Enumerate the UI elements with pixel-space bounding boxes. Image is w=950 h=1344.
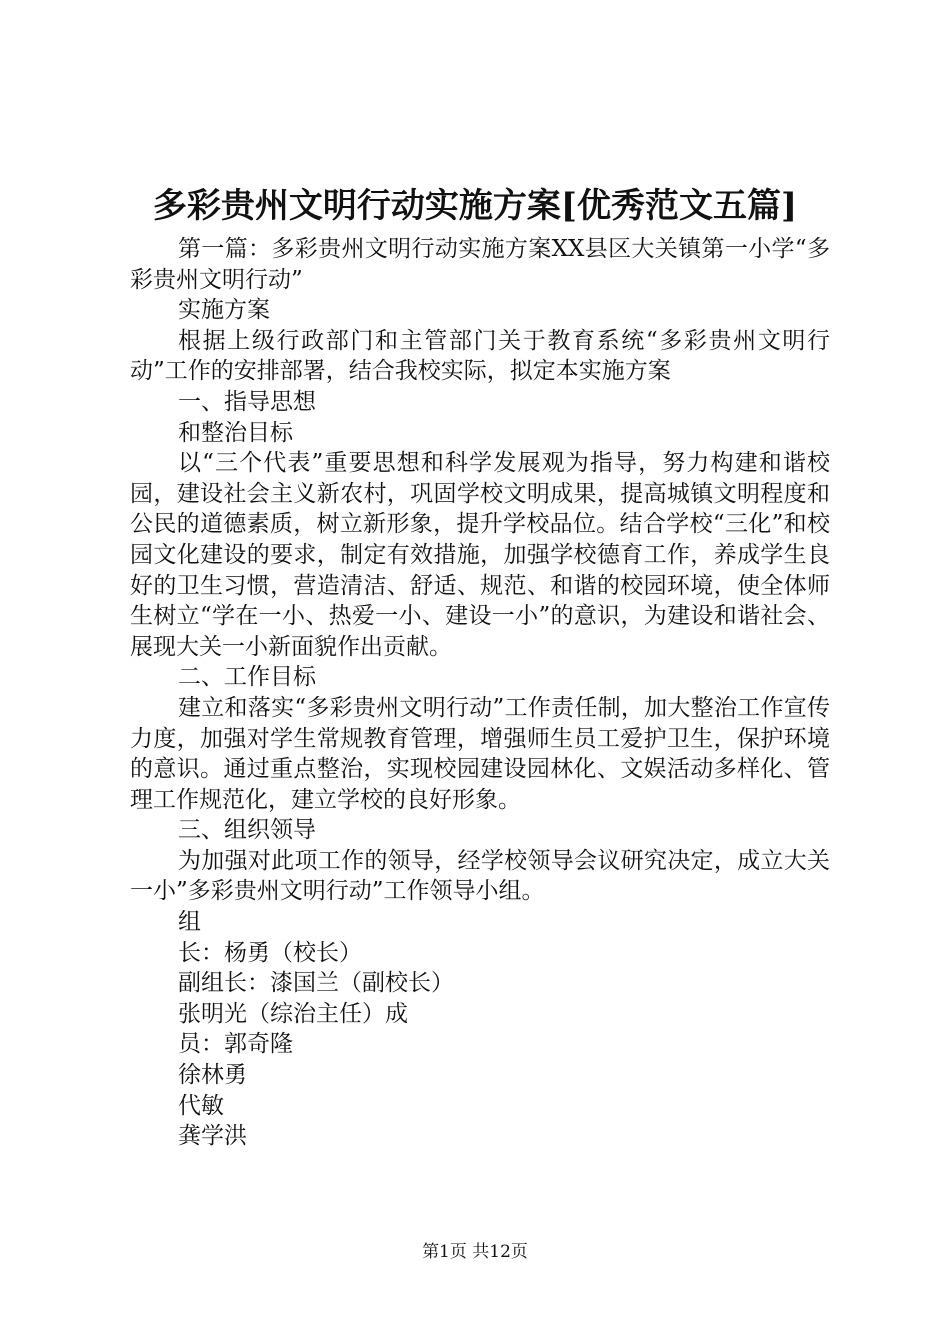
list-item: 龚学洪 (178, 1123, 247, 1150)
paragraph: 以“三个代表”重要思想和科学发展观为指导，努力构建和谐校园，建设社会主义新农村，巩固学校文明成果，提高城镇文明程度和公民的道德素质，树立新形象，提升学校品位。结合学校“三化”和校园文化建设的要求，制定有效措施，加强学校德育工作，养成学生良好的卫生习惯，营造清洁、舒适、规范、和谐的校园环境，使全体师生树立“学在一小、热爱一小、建设一小”的意识，为建设和谐社会、展现大关一小新面貌作出贡献。 (130, 450, 830, 660)
paragraph: 根据上级行政部门和主管部门关于教育系统“多彩贵州文明行动”工作的安排部署，结合我校实际，拟定本实施方案 (130, 327, 830, 385)
list-item: 代敏 (178, 1092, 224, 1119)
document-body (130, 234, 830, 1152)
list-item: 徐林勇 (178, 1062, 247, 1089)
section-heading: 三、组织领导 (178, 817, 316, 844)
list-item: 长：杨勇（校长） (178, 939, 362, 966)
list-item: 副组长：漆国兰（副校长） (178, 970, 454, 997)
paragraph: 为加强对此项工作的领导，经学校领导会议研究决定，成立大关一小”多彩贵州文明行动”工作领导小组。 (130, 847, 830, 905)
page-footer: 第1页 共12页 (422, 1242, 528, 1262)
list-item: 组 (178, 909, 201, 936)
list-item: 张明光（综治主任）成 (178, 1000, 408, 1027)
section-heading: 二、工作目标 (178, 664, 316, 691)
paragraph: 实施方案 (178, 297, 270, 324)
paragraph: 建立和落实“多彩贵州文明行动”工作责任制，加大整治工作宣传力度，加强对学生常规教育管理，增强师生员工爱护卫生，保护环境的意识。通过重点整治，实现校园建设园林化、文娱活动多样化、管理工作规范化，建立学校的良好形象。 (130, 694, 830, 813)
paragraph: 和整治目标 (178, 419, 293, 446)
section-heading: 一、指导思想 (178, 388, 316, 415)
document-title: 多彩贵州文明行动实施方案[优秀范文五篇] (152, 186, 798, 226)
paragraph: 第一篇：多彩贵州文明行动实施方案XX县区大关镇第一小学“多彩贵州文明行动” (130, 236, 830, 293)
list-item: 员：郭奇隆 (178, 1031, 293, 1058)
